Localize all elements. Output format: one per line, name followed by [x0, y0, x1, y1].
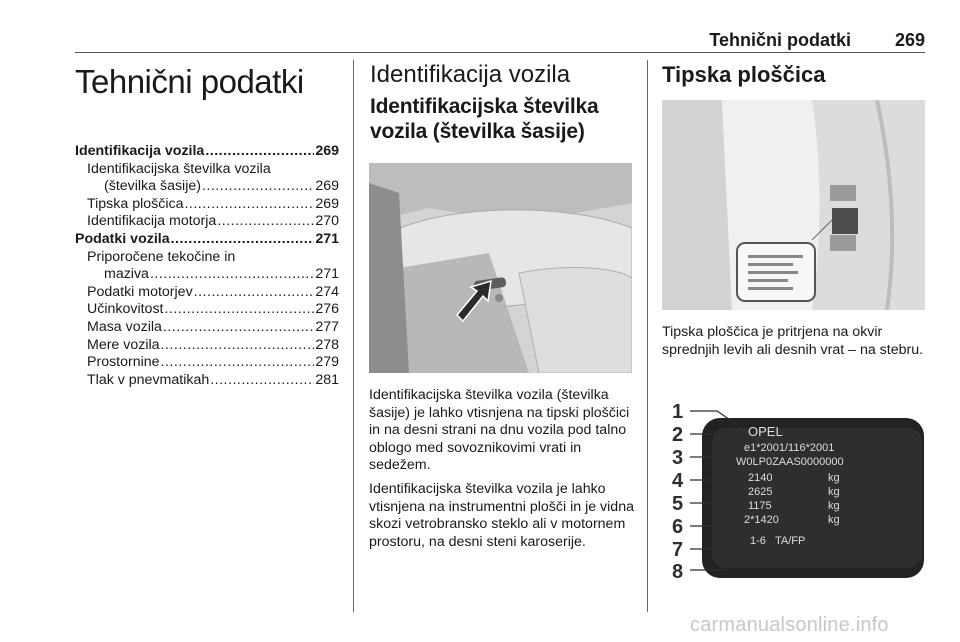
toc-entry-label: (številka šasije)	[104, 178, 201, 195]
callout-7: 7	[672, 539, 684, 561]
callout-3: 3	[672, 447, 684, 469]
subsection-title-line2: vozila (številka šasije)	[370, 120, 585, 143]
vin-paragraph-2: Identifikacijska številka vozila je lahko vtisnjena na instrumentni plošči in je vidna skozi vetrobransko steklo ali v motornem prostoru, na desni steni karoserije.	[369, 480, 634, 550]
toc-entry-label: Masa vozila	[87, 318, 162, 335]
callout-2: 2	[672, 424, 684, 446]
toc-entry-page: 277	[315, 318, 339, 335]
plate-kg-4: kg	[828, 514, 840, 526]
toc-entry-page: 279	[315, 354, 339, 371]
table-of-contents	[75, 143, 339, 389]
watermark: carmanualsonline.info	[690, 614, 889, 636]
column-divider-left	[353, 60, 354, 612]
callout-5: 5	[672, 493, 684, 515]
toc-entry-label: maziva	[104, 266, 149, 283]
chapter-title: Tehnični podatki	[75, 63, 304, 100]
toc-entry-page: 278	[315, 336, 339, 353]
callout-1: 1	[672, 401, 684, 423]
section-title-type-plate: Tipska ploščica	[662, 62, 826, 87]
toc-leader-dots	[164, 301, 314, 319]
callout-6: 6	[672, 516, 684, 538]
toc-entry[interactable]	[75, 143, 339, 161]
column-divider-right	[647, 60, 648, 612]
toc-entry[interactable]	[75, 354, 339, 372]
plate-weight-2: 2625	[748, 486, 773, 498]
toc-entry-label: Mere vozila	[87, 336, 160, 353]
header-title: Tehnični podatki	[709, 30, 851, 50]
toc-leader-dots	[194, 284, 315, 302]
toc-entry-label: Identifikacija vozila	[75, 143, 205, 159]
toc-leader-dots	[184, 196, 314, 214]
toc-leader-dots	[171, 231, 315, 249]
toc-leader-dots	[210, 372, 314, 390]
subsection-title-vin	[370, 94, 635, 144]
plate-bottom-text: TA/FP	[775, 535, 806, 547]
toc-leader-dots	[202, 178, 314, 196]
middle-column	[370, 62, 635, 144]
plate-vin: W0LP0ZAAS0000000	[736, 456, 844, 468]
vin-paragraph-1: Identifikacijska številka vozila (številka šasije) je lahko vtisnjena na tipski ploščici in na desni strani na dnu vozila pod talno oblogo med sovoznikovimi vrati in sedežem.	[369, 387, 630, 474]
toc-entry-page: 271	[315, 230, 339, 247]
toc-entry-page: 270	[315, 213, 339, 230]
toc-entry-label: Priporočene tekočine in	[87, 248, 236, 265]
toc-leader-dots	[163, 319, 314, 337]
type-plate-description	[662, 324, 928, 365]
toc-entry-page: 281	[315, 371, 339, 388]
toc-entry-label: Učinkovitost	[87, 301, 164, 318]
toc-entry[interactable]	[75, 284, 339, 302]
vin-description	[369, 387, 635, 557]
toc-entry-page: 269	[315, 143, 339, 159]
plate-brand: OPEL	[748, 424, 783, 439]
left-column	[75, 62, 341, 102]
type-plate-location-photo	[662, 100, 925, 310]
header-page-number: 269	[894, 30, 925, 50]
toc-entry[interactable]	[75, 372, 339, 390]
toc-leader-dots	[217, 213, 314, 231]
toc-entry-label: Prostornine	[87, 354, 160, 371]
plate-weight-1: 2140	[748, 472, 773, 484]
plate-approval: e1*2001/116*2001	[744, 442, 835, 454]
plate-bottom-code: 1-6	[750, 535, 766, 547]
toc-entry[interactable]	[75, 266, 339, 284]
toc-entry[interactable]	[75, 213, 339, 231]
toc-entry[interactable]	[75, 319, 339, 337]
toc-entry-page: 269	[315, 178, 339, 195]
section-title-identification: Identifikacija vozila	[370, 61, 571, 88]
type-plate-svg	[662, 388, 925, 578]
toc-entry[interactable]	[75, 249, 339, 267]
plate-kg-3: kg	[828, 500, 840, 512]
right-column	[662, 62, 927, 88]
plate-kg-2: kg	[828, 486, 840, 498]
subsection-title-line1: Identifikacijska številka	[370, 95, 599, 118]
door-pillar-illustration	[662, 100, 925, 310]
toc-leader-dots	[161, 354, 315, 372]
plate-weight-3: 1175	[748, 500, 772, 512]
toc-entry[interactable]	[75, 231, 339, 249]
toc-entry-label: Podatki vozila	[75, 230, 170, 247]
toc-leader-dots	[205, 143, 314, 161]
toc-entry-label: Tlak v pnevmatikah	[87, 371, 210, 388]
toc-entry-page: 274	[315, 283, 339, 300]
toc-entry[interactable]	[75, 196, 339, 214]
plate-kg-1: kg	[828, 472, 840, 484]
toc-entry[interactable]	[75, 178, 339, 196]
toc-entry[interactable]	[75, 301, 339, 319]
type-plate-diagram	[662, 388, 925, 578]
vin-location-photo	[369, 163, 632, 373]
toc-entry-label: Identifikacijska številka vozila	[87, 160, 271, 177]
toc-entry-label: Identifikacija motorja	[87, 213, 217, 230]
toc-entry-page: 276	[315, 301, 339, 318]
page-header	[75, 30, 925, 53]
vin-location-illustration	[369, 163, 632, 373]
toc-entry[interactable]	[75, 161, 339, 179]
toc-leader-dots	[161, 337, 315, 355]
toc-entry-label: Tipska ploščica	[87, 195, 184, 212]
callout-8: 8	[672, 561, 684, 578]
plate-weight-4: 2*1420	[744, 514, 779, 526]
toc-entry-page: 269	[315, 195, 339, 212]
type-plate-paragraph-1: Tipska ploščica je pritrjena na okvir sprednjih levih ali desnih vrat – na stebru.	[662, 324, 924, 358]
callout-4: 4	[672, 470, 684, 492]
toc-entry[interactable]	[75, 337, 339, 355]
toc-leader-dots	[150, 266, 314, 284]
toc-entry-page: 271	[315, 266, 339, 283]
toc-entry-label: Podatki motorjev	[87, 283, 193, 300]
